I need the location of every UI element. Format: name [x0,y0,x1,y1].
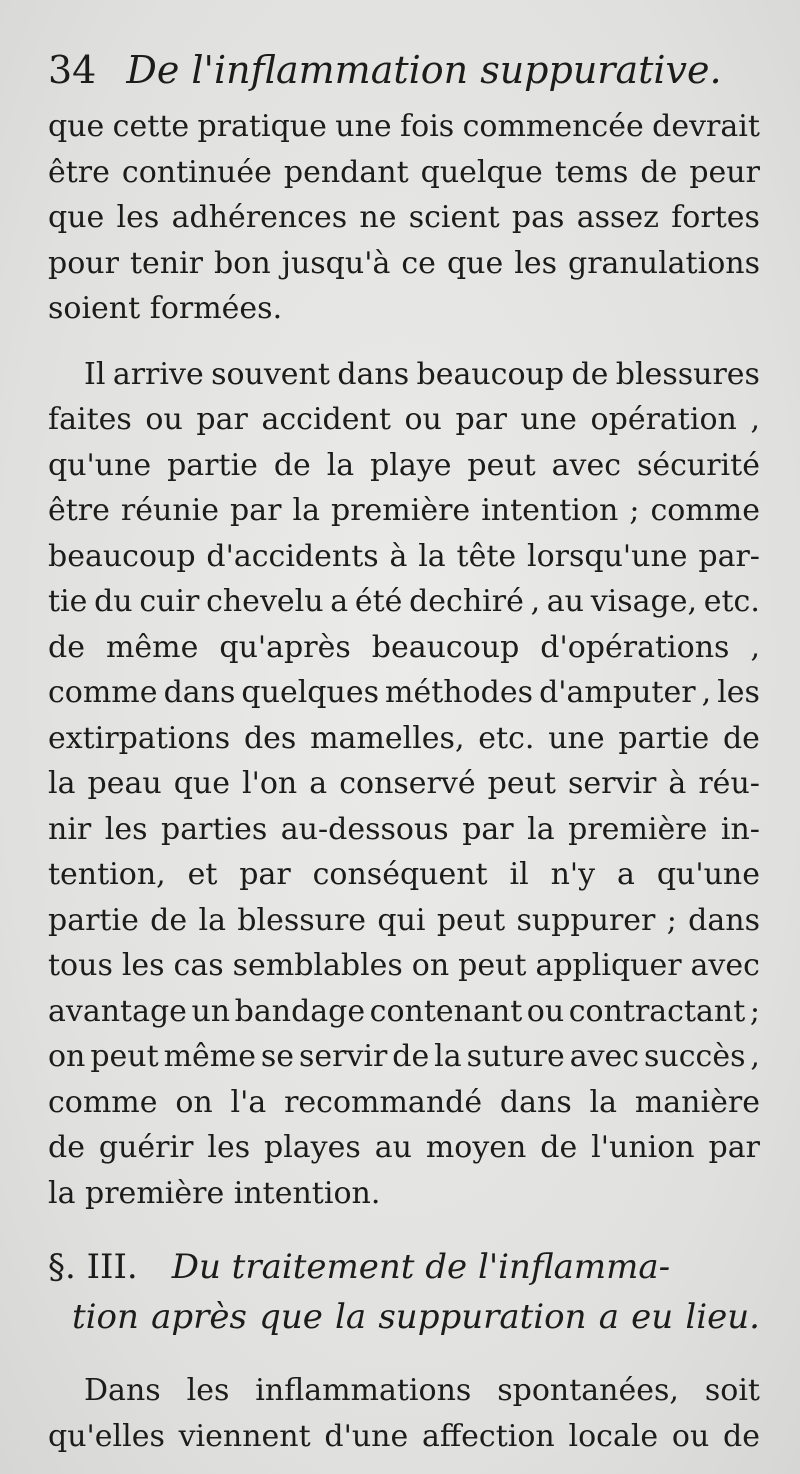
word: blessures [615,356,760,392]
word: première [568,811,708,847]
word: , [701,675,712,710]
text-line [48,716,760,762]
word: ou [526,993,565,1029]
word: conservé [339,766,476,801]
word: beaucoup [371,629,520,665]
word: beaucoup [48,538,196,574]
word: de [571,356,609,392]
word: continuée [121,154,272,190]
word: que [48,200,105,235]
word: que [48,109,105,144]
word: suppurer [516,902,656,938]
word: ; [629,493,640,528]
word: comme [48,1084,158,1120]
word: à [668,766,687,801]
word: eu [631,1297,674,1337]
text-line [48,989,760,1035]
word: chevelu [206,584,324,619]
word: pour [48,245,119,281]
paragraph-1 [48,104,760,332]
word: de [723,1418,760,1454]
word: a [309,766,328,801]
text-line [48,104,760,150]
word: souvent [211,356,330,392]
word: et [187,857,218,892]
word: fois [400,109,455,144]
word: après [151,1297,247,1337]
word: la [589,1084,618,1120]
word: cas [173,948,224,983]
word: on [48,1039,86,1074]
word: on [411,948,450,983]
word: peut [458,948,527,983]
running-head [48,48,760,104]
word: ou [404,402,442,437]
word: avec [551,447,622,483]
text-line [48,534,760,580]
word: d'opérations [540,629,730,665]
word: l'a [230,1084,267,1120]
word: au [374,1130,412,1165]
word: ce [401,245,436,281]
word: les [116,200,160,235]
word: accident [261,402,391,437]
word: granulations [568,245,760,281]
word: d'une [324,1418,409,1454]
word: conséquent [312,857,488,892]
word: par [708,1130,760,1165]
word: être [48,493,110,528]
word: dans [163,675,236,710]
word: intention [481,493,619,528]
word: playes [264,1130,361,1165]
word: on [175,1084,213,1120]
word: la [418,538,446,574]
paragraph-3 [48,1368,760,1459]
word: fortes [671,200,760,235]
word: comme [48,675,158,710]
word: a [598,1297,619,1337]
word: parties [161,811,268,847]
word: mamelles, [310,720,465,756]
heading-gap [48,1342,760,1368]
word: la [48,766,76,801]
text-line [48,1368,760,1414]
word: nir [48,811,92,847]
word: de [392,1039,430,1074]
word: tion [72,1297,139,1337]
word: qui [377,902,426,938]
word: beaucoup [416,356,565,392]
word: peut [90,1039,159,1074]
word: méthodes [385,675,534,710]
text-line [48,943,760,989]
text-line [48,898,760,944]
text-line [48,150,760,196]
word: par [462,811,514,847]
word: au [546,584,585,619]
text-line [48,625,760,671]
word: par [239,857,291,892]
word: qu'elles [48,1418,165,1454]
text-line [48,397,760,443]
word: peur [689,154,760,190]
word: quelques [241,675,379,710]
word: dans [499,1084,572,1120]
word: la [198,902,226,938]
word: tention, [48,857,166,892]
word: la [292,493,320,528]
text-line [48,195,760,241]
word: commencée [462,109,644,144]
word: comme [650,493,760,528]
section-heading-line [48,1242,760,1292]
word: par [230,493,282,528]
word: les [207,1130,251,1165]
text-line [48,1080,760,1126]
word: guérir [98,1130,194,1165]
word: suppuration [378,1297,587,1337]
word: etc. [703,584,760,619]
word: manière [634,1084,760,1120]
word: adhérences [171,200,348,235]
word: de [48,1130,85,1165]
word: la [335,1297,367,1337]
word: dans [688,902,760,938]
word: par- [698,538,760,574]
word: bandage [234,993,366,1029]
word: , [750,402,760,437]
word: locale [568,1418,659,1454]
word: d'accidents [206,538,379,574]
word: , [750,629,760,665]
word: bon [214,245,271,281]
word: suture [466,1039,565,1074]
word: contenant [369,993,523,1029]
word: extirpations [48,720,231,756]
text-line [48,807,760,853]
word: qu'une [48,447,152,483]
word: que [446,245,504,281]
word: les [514,245,557,281]
word: être [48,154,110,190]
word: tête [456,538,517,574]
word: les [104,811,148,847]
word: partie [48,902,139,938]
word: même [105,629,199,665]
word: les [717,675,760,710]
word: réu- [698,766,760,801]
word: Dans [84,1373,161,1408]
word: succès [644,1039,746,1074]
word: peut [436,902,506,938]
word: cuir [139,584,200,619]
word: que [173,766,230,801]
word: , [750,1039,760,1074]
word: avantage [48,993,187,1029]
word: soit [704,1373,760,1408]
word: se [260,1039,295,1074]
word: pas [511,200,565,235]
word: n'y [550,857,596,892]
word: blessure [237,902,367,938]
word: de [640,154,678,190]
word: une [335,109,392,144]
word: une [520,402,577,437]
word: viennent [178,1418,311,1454]
paragraph-gap [48,332,760,352]
section-title-part-1: Du traitement de l'inflamma- [171,1247,671,1287]
word: Il [84,356,106,392]
section-number: §. III. [48,1247,138,1287]
word: des [243,720,297,756]
word: même [163,1039,256,1074]
word: première [330,493,471,528]
word: playe [370,447,452,483]
word: moyen [425,1130,527,1165]
word: que [259,1297,323,1337]
text-line [48,488,760,534]
word: cette [112,109,190,144]
word: de [540,1130,578,1165]
word: scient [408,200,500,235]
word: peau [87,766,162,801]
word: tie [48,584,88,619]
word: ou [671,1418,710,1454]
text-line [48,352,760,398]
word: été [354,584,403,619]
word: assez [576,200,659,235]
word: qu'une [656,857,760,892]
word: servir [568,766,657,801]
word: servir [298,1039,388,1074]
word: avec [569,1039,640,1074]
word: l'union [591,1130,695,1165]
word: de [273,447,311,483]
word: quelque [420,154,543,190]
word: dechiré [409,584,524,619]
word: qu'après [219,629,351,665]
word: contractant [568,993,746,1029]
word: les [186,1373,230,1408]
paragraph-2 [48,352,760,1217]
page-number: 34 [48,48,97,92]
word: opération [590,402,737,437]
word: in- [720,811,760,847]
text-line [48,1034,760,1080]
word: lorsqu'une [526,538,688,574]
word: a [617,857,635,892]
word: partie [618,720,710,756]
word: spontanées, [497,1373,679,1408]
text-line [48,579,760,625]
word: pratique [197,109,327,144]
word: les [121,948,165,983]
text-line [48,670,760,716]
word: du [94,584,133,619]
word: de [150,902,188,938]
word: dans [337,356,410,392]
word: d'amputer [539,675,696,710]
text-line [48,761,760,807]
word: jusqu'à [281,245,391,281]
text-line [48,443,760,489]
word: affection [421,1418,555,1454]
word: il [509,857,529,892]
word: l'on [242,766,298,801]
word: avec [690,948,760,983]
word: , [530,584,541,619]
word: la [326,447,355,483]
text-line [48,241,760,287]
word: par [196,402,248,437]
text-line [48,1414,760,1460]
word: devrait [652,109,760,144]
section-heading-line [48,1292,760,1342]
word: peut [467,447,536,483]
running-title: De l'inflammation suppurative. [126,48,722,92]
word: de [48,629,85,665]
word: tous [48,948,113,983]
word: partie [167,447,258,483]
word: visage, [590,584,698,619]
word: ne [359,200,397,235]
text-line [48,1125,760,1171]
word: réunie [120,493,220,528]
word: ou [145,402,183,437]
word: tems [554,154,629,190]
word: faites [48,402,132,437]
word: la [434,1039,462,1074]
word: inflammations [255,1373,472,1408]
word: par [455,402,507,437]
word: au-dessous [280,811,449,847]
word: une [548,720,605,756]
word: lieu. [685,1297,760,1337]
section-heading [48,1242,760,1342]
word: de [722,720,760,756]
word: a [330,584,349,619]
word: etc. [478,720,535,756]
word: la [527,811,555,847]
word: tenir [129,245,204,281]
word: un [191,993,231,1029]
word: ; [666,902,677,938]
word: à [389,538,408,574]
word: ; [749,993,760,1029]
text-line: la première intention. [48,1175,381,1211]
word: recommandé [284,1084,483,1120]
text-line [48,852,760,898]
word: semblables [232,948,403,983]
word: appliquer [535,948,682,983]
word: sécurité [636,447,760,483]
word: arrive [112,356,204,392]
text-line: soient formées. [48,291,283,326]
word: pendant [283,154,409,190]
word: peut [487,766,556,801]
